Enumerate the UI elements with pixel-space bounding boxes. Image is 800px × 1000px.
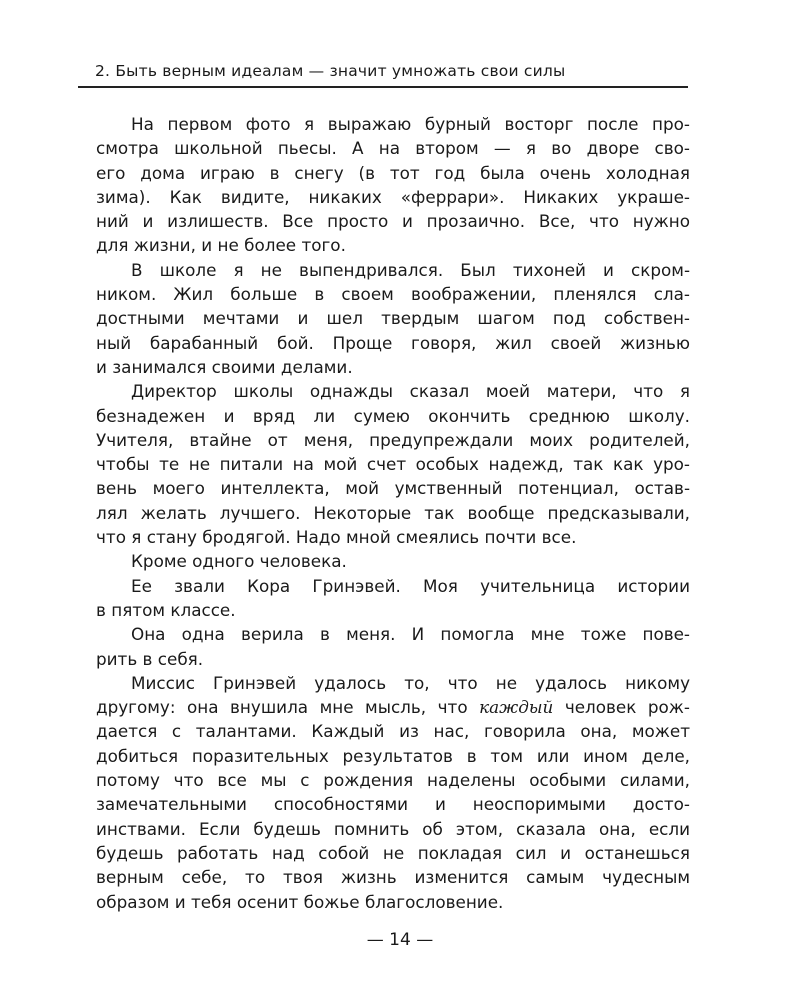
- text-line: Кроме одного человека.: [131, 551, 347, 572]
- text-line: вень моего интеллекта, мой умственный потенциал, остав-: [96, 478, 690, 499]
- text-line: что я стану бродягой. Надо мной смеялись почти все.: [96, 527, 577, 548]
- text-line: будешь работать над собой не покладая сил и останешься: [96, 842, 690, 863]
- text-line: образом и тебя осенит божье благословение.: [96, 891, 504, 912]
- text-line: безнадежен и вряд ли сумею окончить среднюю школу.: [96, 405, 690, 426]
- text-line: потому что все мы с рождения наделены особыми силами,: [96, 770, 690, 791]
- text-line: ный барабанный бой. Проще говоря, жил своей жизнью: [96, 332, 690, 353]
- text-line: дается с талантами. Каждый из нас, говорила она, может: [96, 721, 690, 742]
- text-line: другому: она внушила мне мысль, что каждый человек рож-: [96, 697, 690, 718]
- text-line: Миссис Гринэвей удалось то, что не удалось никому: [131, 672, 690, 693]
- text-line: для жизни, и не более того.: [96, 235, 346, 256]
- text-line: рить в себя.: [96, 648, 204, 669]
- body-text: [96, 112, 690, 914]
- text-line: смотра школьной пьесы. А на втором — я во дворе сво-: [96, 138, 690, 159]
- text-line: замечательными способностями и неоспоримыми досто-: [96, 794, 690, 815]
- text-line: в пятом классе.: [96, 599, 236, 620]
- text-line: зима). Как видите, никаких «феррари». Никаких украше-: [96, 186, 690, 207]
- text-line: добиться поразительных результатов в том или ином деле,: [96, 745, 690, 766]
- text-line: В школе я не выпендривался. Был тихоней и скром-: [131, 259, 690, 280]
- text-line: и занимался своими делами.: [96, 356, 353, 377]
- text-line: Она одна верила в меня. И помогла мне тоже пове-: [131, 624, 690, 645]
- text-line: Учителя, втайне от меня, предупреждали моих родителей,: [96, 429, 690, 450]
- page-number: — 14 —: [366, 930, 434, 950]
- text-line: достными мечтами и шел твердым шагом под собствен-: [96, 308, 690, 329]
- text-line: Ее звали Кора Гринэвей. Моя учительница истории: [131, 575, 690, 596]
- running-head: 2. Быть верным идеалам — значит умножать свои силы: [95, 62, 566, 80]
- text-line: инствами. Если будешь помнить об этом, сказала она, если: [96, 818, 690, 839]
- text-line: лял желать лучшего. Некоторые так вообще предсказывали,: [96, 502, 690, 523]
- text-line: ником. Жил больше в своем воображении, пленялся сла-: [96, 284, 690, 305]
- text-line: верным себе, то твоя жизнь изменится самым чудесным: [96, 867, 690, 888]
- text-line: Директор школы однажды сказал моей матери, что я: [131, 381, 690, 402]
- text-line: его дома играю в снегу (в тот год была очень холодная: [96, 162, 690, 183]
- text-line: чтобы те не питали на мой счет особых надежд, так как уро-: [96, 454, 690, 475]
- emphasis: каждый: [479, 697, 554, 718]
- text-line: На первом фото я выражаю бурный восторг после про-: [131, 114, 690, 134]
- text-line: ний и излишеств. Все просто и прозаично. Все, что нужно: [96, 211, 690, 232]
- header-rule: [78, 86, 688, 88]
